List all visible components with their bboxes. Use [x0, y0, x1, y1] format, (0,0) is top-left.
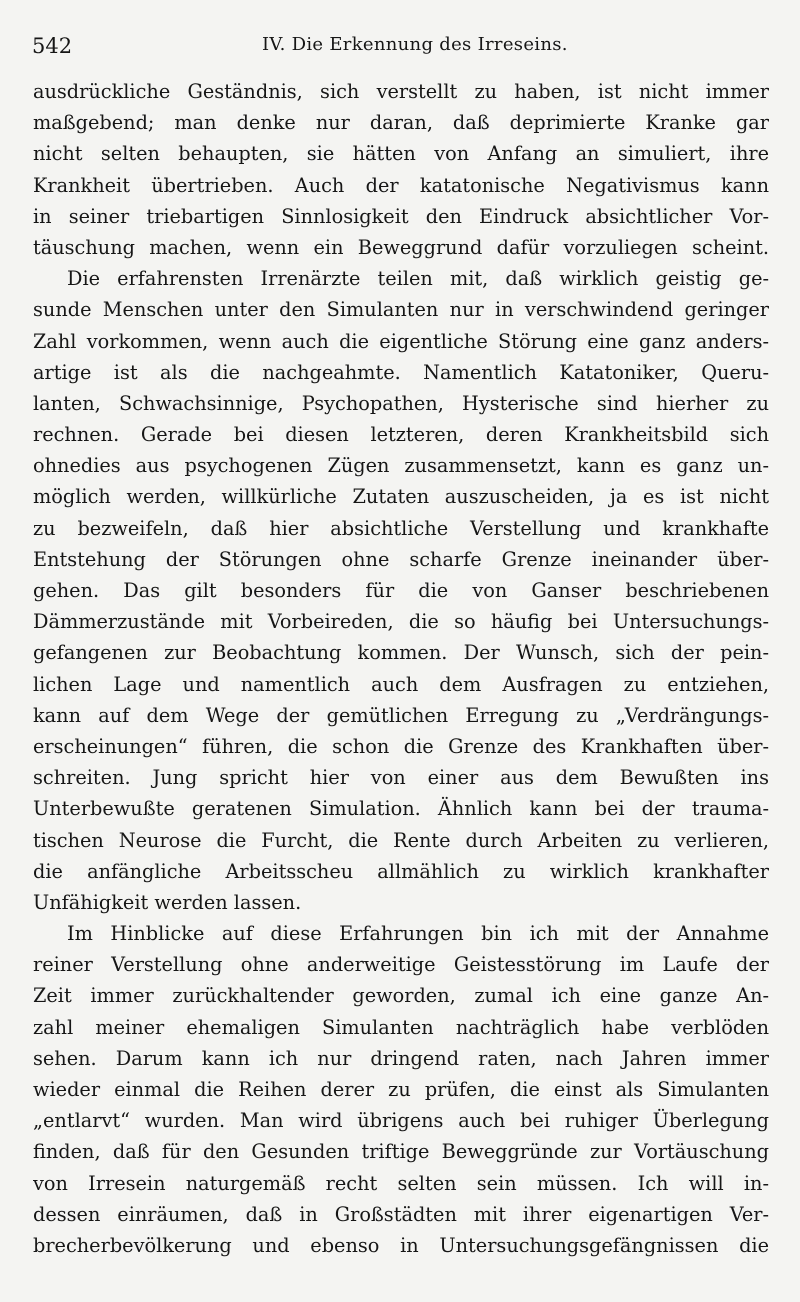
paragraph-2 — [33, 263, 769, 918]
text-line: möglich werden, willkürliche Zutaten auszuscheiden, ja es ist nicht — [33, 485, 769, 509]
text-line: dessen einräumen, daß in Großstädten mit ihrer eigenartigen Ver- — [33, 1202, 769, 1226]
text-line: die anfängliche Arbeitsscheu allmählich zu wirklich krankhafter — [33, 859, 769, 883]
text-line: rechnen. Gerade bei diesen letzteren, deren Krankheitsbild sich — [33, 423, 769, 447]
paragraph-3 — [33, 918, 769, 1261]
text-line: Im Hinblicke auf diese Erfahrungen bin ich mit der Annahme — [67, 922, 769, 946]
text-line: tischen Neurose die Furcht, die Rente durch Arbeiten zu verlieren, — [33, 828, 769, 852]
text-line: sehen. Darum kann ich nur dringend raten, nach Jahren immer — [33, 1046, 769, 1070]
paragraph-1 — [33, 76, 769, 263]
text-line: Entstehung der Störungen ohne scharfe Grenze ineinander über- — [33, 547, 769, 571]
text-line: „entlarvt“ wurden. Man wird übrigens auch bei ruhiger Überlegung — [33, 1109, 769, 1133]
text-line: zu bezweifeln, daß hier absichtliche Verstellung und krankhafte — [33, 516, 769, 540]
text-line: von Irresein naturgemäß recht selten sein müssen. Ich will in- — [33, 1171, 769, 1195]
text-line: lichen Lage und namentlich auch dem Ausfragen zu entziehen, — [33, 672, 769, 696]
text-line: Krankheit übertrieben. Auch der katatonische Negativismus kann — [33, 173, 769, 197]
text-line: ausdrückliche Geständnis, sich verstellt zu haben, ist nicht immer — [33, 80, 769, 103]
text-line: gefangenen zur Beobachtung kommen. Der Wunsch, sich der pein- — [33, 641, 769, 665]
page-header — [32, 34, 760, 64]
text-line: Die erfahrensten Irrenärzte teilen mit, daß wirklich geistig ge- — [67, 267, 769, 291]
text-line: kann auf dem Wege der gemütlichen Erregung zu „Verdrängungs- — [33, 703, 769, 727]
text-line: gehen. Das gilt besonders für die von Ganser beschriebenen — [33, 579, 769, 602]
text-line: wieder einmal die Reihen derer zu prüfen, die einst als Simulanten — [33, 1078, 769, 1101]
text-line: nicht selten behaupten, sie hätten von Anfang an simuliert, ihre — [33, 142, 769, 166]
text-line: sunde Menschen unter den Simulanten nur in verschwindend geringer — [33, 298, 769, 322]
text-line: in seiner triebartigen Sinnlosigkeit den Eindruck absichtlicher Vor- — [33, 204, 769, 228]
text-line: erscheinungen“ führen, die schon die Grenze des Krankhaften über- — [33, 734, 769, 758]
text-line: Unfähigkeit werden lassen. — [33, 890, 302, 914]
text-line: Zeit immer zurückhaltender geworden, zumal ich eine ganze An- — [33, 984, 769, 1008]
running-title: IV. Die Erkennung des Irreseins. — [262, 34, 568, 55]
text-line: maßgebend; man denke nur daran, daß deprimierte Kranke gar — [33, 111, 769, 135]
text-line: ohnedies aus psychogenen Zügen zusammensetzt, kann es ganz un- — [33, 454, 769, 478]
text-line: Dämmerzustände mit Vorbeireden, die so häufig bei Untersuchungs- — [33, 610, 769, 634]
text-line: täuschung machen, wenn ein Beweggrund dafür vorzuliegen scheint. — [33, 235, 769, 259]
text-line: reiner Verstellung ohne anderweitige Geistesstörung im Laufe der — [33, 953, 769, 977]
text-line: Unterbewußte geratenen Simulation. Ähnlich kann bei der trauma- — [33, 797, 769, 821]
text-line: schreiten. Jung spricht hier von einer aus dem Bewußten ins — [33, 766, 769, 790]
body-text — [33, 76, 769, 1261]
text-line: lanten, Schwachsinnige, Psychopathen, Hysterische sind hierher zu — [33, 391, 769, 415]
text-line: finden, daß für den Gesunden triftige Beweggründe zur Vortäuschung — [33, 1140, 769, 1164]
page-number: 542 — [32, 34, 73, 58]
text-line: Zahl vorkommen, wenn auch die eigentliche Störung eine ganz anders- — [33, 329, 769, 353]
text-line: zahl meiner ehemaligen Simulanten nachträglich habe verblöden — [33, 1015, 769, 1039]
text-line: artige ist als die nachgeahmte. Namentlich Katatoniker, Queru- — [33, 360, 769, 384]
text-line: brecherbevölkerung und ebenso in Untersuchungsgefängnissen die — [33, 1233, 769, 1257]
